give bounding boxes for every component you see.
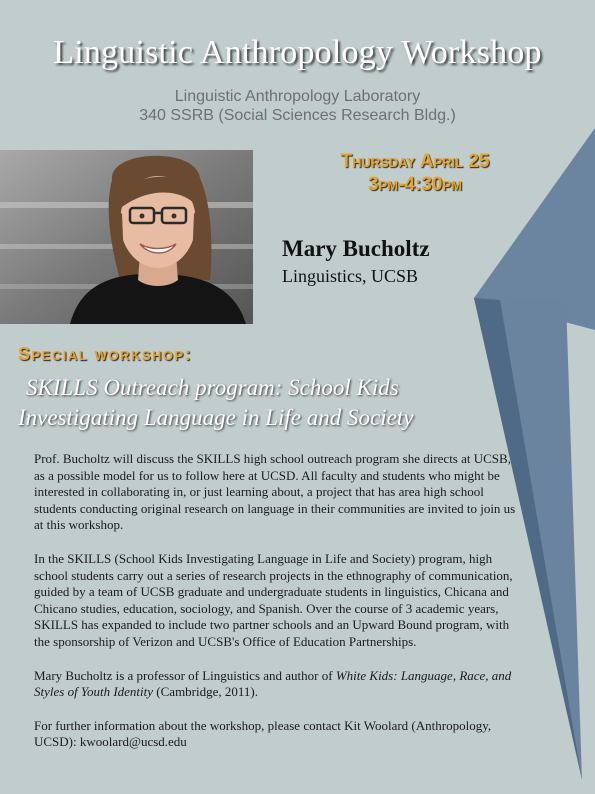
event-date: Thursday April 25: [340, 151, 490, 172]
special-workshop-label: Special workshop:: [18, 344, 193, 364]
workshop-title-line-2: Investigating Language in Life and Society: [18, 405, 414, 430]
lab-name: Linguistic Anthropology Laboratory: [174, 88, 421, 105]
speaker-bio: [34, 668, 522, 701]
lab-location: 340 SSRB (Social Sciences Research Bldg.): [139, 107, 456, 124]
bio-publisher: (Cambridge, 2011).: [153, 684, 258, 700]
speaker-photo: [0, 150, 253, 324]
description: [34, 451, 522, 768]
contact-info: For further information about the workshop, please contact Kit Woolard (Anthropology, UCSD): kwoolard@ucsd.edu: [34, 717, 492, 750]
event-time: 3pm-4:30pm: [368, 174, 462, 195]
page-title: Linguistic Anthropology Workshop: [53, 34, 542, 71]
speaker-name: Mary Bucholtz: [282, 236, 430, 261]
workshop-title-line-1: SKILLS Outreach program: School Kids: [26, 375, 399, 400]
event-datetime: [280, 150, 550, 196]
book-title: White Kids: Language, Race, and Styles of Youth Identity: [34, 667, 512, 700]
lab-info: [0, 87, 595, 125]
bio-text: Mary Bucholtz is a professor of Linguistics and author of: [34, 667, 336, 683]
speaker-portrait-image: [0, 150, 253, 324]
description-paragraph-1: Prof. Bucholtz will discuss the SKILLS high school outreach program she directs at UCSB, as a possible model for us to follow here at UCSD. All faculty and students who might be interested in collaborating in, or just learning about, a project that has area high school students conducting original research on language in their communities are invited to join us at this workshop.: [34, 451, 516, 533]
speaker-affiliation: Linguistics, UCSB: [282, 266, 419, 286]
description-paragraph-2: In the SKILLS (School Kids Investigating Language in Life and Society) program, high school students carry out a series of research projects in the ethnography of communication, guided by a team of UCSB graduate and undergraduate students in linguistics, Chicana and Chicano studies, education, sociology, and Spanish. Over the course of 3 academic years, SKILLS has expanded to include two partner schools and an Upward Bound program, with the sponsorship of Verizon and UCSB's Office of Education Partnerships.: [34, 550, 513, 649]
workshop-title: [18, 373, 518, 433]
